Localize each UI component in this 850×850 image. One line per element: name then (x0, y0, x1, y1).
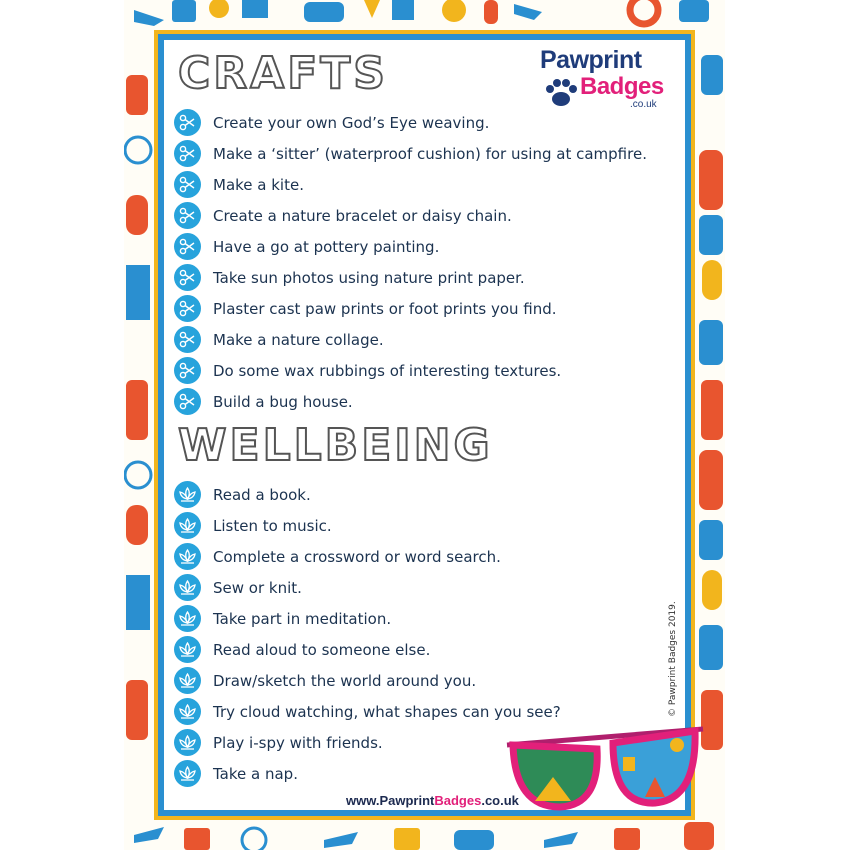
crafts-heading: CRAFTS (178, 48, 388, 99)
suitcase-icon (184, 828, 210, 850)
wellbeing-item-label: Listen to music. (213, 516, 332, 535)
crafts-list-item (174, 324, 647, 355)
paw-icon (544, 78, 578, 108)
lotus-icon (174, 605, 201, 632)
passport-icon (242, 0, 268, 18)
wellbeing-list-item (174, 665, 561, 696)
crafts-list-item (174, 107, 647, 138)
lotus-icon (174, 636, 201, 663)
wellbeing-item-label: Sew or knit. (213, 578, 302, 597)
lotus-icon (174, 698, 201, 725)
scissors-icon (174, 357, 201, 384)
car-icon (304, 2, 344, 22)
wellbeing-list-item (174, 479, 561, 510)
wellbeing-list-item (174, 541, 561, 572)
plane-icon (324, 832, 358, 848)
suitcase-icon (679, 0, 709, 22)
logo-domain-suffix: .co.uk (630, 99, 657, 110)
scissors-icon (174, 264, 201, 291)
website-url-prefix: www.Pawprint (346, 793, 435, 808)
sun-icon (442, 0, 466, 22)
website-url-accent: Badges (434, 793, 482, 808)
wellbeing-item-label: Take part in meditation. (213, 609, 392, 628)
crafts-list-item (174, 293, 647, 324)
scissors-icon (174, 202, 201, 229)
passport-icon (126, 265, 150, 320)
plane-icon (544, 832, 578, 848)
sun-icon (364, 0, 380, 18)
car-icon (699, 320, 723, 365)
crafts-item-label: Have a go at pottery painting. (213, 237, 440, 256)
wellbeing-item-label: Take a nap. (213, 764, 298, 783)
wellbeing-list (174, 479, 561, 789)
suitcase-icon (126, 380, 148, 440)
wellbeing-item-label: Read aloud to someone else. (213, 640, 431, 659)
lotus-icon (174, 481, 201, 508)
suitcase-icon (172, 0, 196, 22)
suitcase-icon (394, 828, 420, 850)
scissors-icon (174, 171, 201, 198)
lotus-icon (174, 729, 201, 756)
do-not-disturb-sign-icon (684, 822, 714, 850)
crafts-list-item (174, 262, 647, 293)
crafts-item-label: Make a kite. (213, 175, 304, 194)
website-url[interactable] (346, 793, 519, 808)
flip-flop-icon (702, 570, 722, 610)
wellbeing-heading: WELLBEING (178, 420, 493, 471)
crafts-item-label: Create a nature bracelet or daisy chain. (213, 206, 512, 225)
crafts-item-label: Create your own God’s Eye weaving. (213, 113, 490, 132)
crafts-item-label: Take sun photos using nature print paper. (213, 268, 525, 287)
crafts-item-label: Plaster cast paw prints or foot prints you find. (213, 299, 557, 318)
compass-icon (242, 828, 266, 850)
crafts-list-item (174, 200, 647, 231)
crafts-list-item (174, 355, 647, 386)
copyright-notice: © Pawprint Badges 2019. (668, 601, 678, 717)
scissors-icon (174, 140, 201, 167)
logo-word-badges: Badges (580, 73, 664, 100)
lotus-icon (174, 760, 201, 787)
lotus-icon (174, 667, 201, 694)
lotus-icon (174, 543, 201, 570)
crafts-list-item (174, 386, 647, 417)
crafts-item-label: Build a bug house. (213, 392, 353, 411)
suitcase-icon (701, 380, 723, 440)
wellbeing-list-item (174, 696, 561, 727)
plane-icon (514, 4, 542, 20)
wellbeing-item-label: Draw/sketch the world around you. (213, 671, 477, 690)
pawprint-badges-logo (540, 46, 672, 112)
scissors-icon (174, 295, 201, 322)
lotus-icon (174, 574, 201, 601)
crafts-list-item (174, 138, 647, 169)
wellbeing-list-item (174, 634, 561, 665)
passport-icon (392, 0, 414, 20)
lotus-icon (174, 512, 201, 539)
do-not-disturb-sign-icon (699, 450, 723, 510)
wellbeing-item-label: Play i-spy with friends. (213, 733, 383, 752)
wellbeing-item-label: Read a book. (213, 485, 311, 504)
suitcase-icon (701, 55, 723, 95)
plane-icon (134, 827, 164, 843)
suitcase-icon (126, 680, 148, 740)
suitcase-icon (126, 75, 148, 115)
compass-icon (125, 137, 151, 163)
car-icon (699, 215, 723, 255)
wellbeing-list-item (174, 727, 561, 758)
wellbeing-list-item (174, 758, 561, 789)
ice-lolly-icon (484, 0, 498, 24)
website-url-suffix: .co.uk (481, 793, 519, 808)
scissors-icon (174, 109, 201, 136)
wellbeing-item-label: Complete a crossword or word search. (213, 547, 501, 566)
passport-icon (126, 575, 150, 630)
sun-icon (209, 0, 229, 18)
flip-flop-icon (702, 260, 722, 300)
crafts-list (174, 107, 647, 417)
sunglasses-camping-icon (505, 715, 705, 815)
ice-lolly-icon (126, 195, 148, 235)
wellbeing-list-item (174, 510, 561, 541)
crafts-list-item (174, 169, 647, 200)
car-icon (699, 625, 723, 670)
scissors-icon (174, 326, 201, 353)
crafts-list-item (174, 231, 647, 262)
wellbeing-list-item (174, 603, 561, 634)
wellbeing-item-label: Try cloud watching, what shapes can you see? (213, 702, 561, 721)
crafts-item-label: Do some wax rubbings of interesting textures. (213, 361, 562, 380)
logo-word-pawprint: Pawprint (540, 46, 642, 74)
car-icon (699, 520, 723, 560)
crafts-item-label: Make a ‘sitter’ (waterproof cushion) for using at campfire. (213, 144, 647, 163)
life-ring-icon (630, 0, 658, 24)
compass-icon (125, 462, 151, 488)
suitcase-icon (614, 828, 640, 850)
plane-icon (134, 10, 164, 26)
crafts-item-label: Make a nature collage. (213, 330, 384, 349)
car-icon (454, 830, 494, 850)
do-not-disturb-sign-icon (699, 150, 723, 210)
ice-lolly-icon (126, 505, 148, 545)
scissors-icon (174, 233, 201, 260)
wellbeing-list-item (174, 572, 561, 603)
scissors-icon (174, 388, 201, 415)
